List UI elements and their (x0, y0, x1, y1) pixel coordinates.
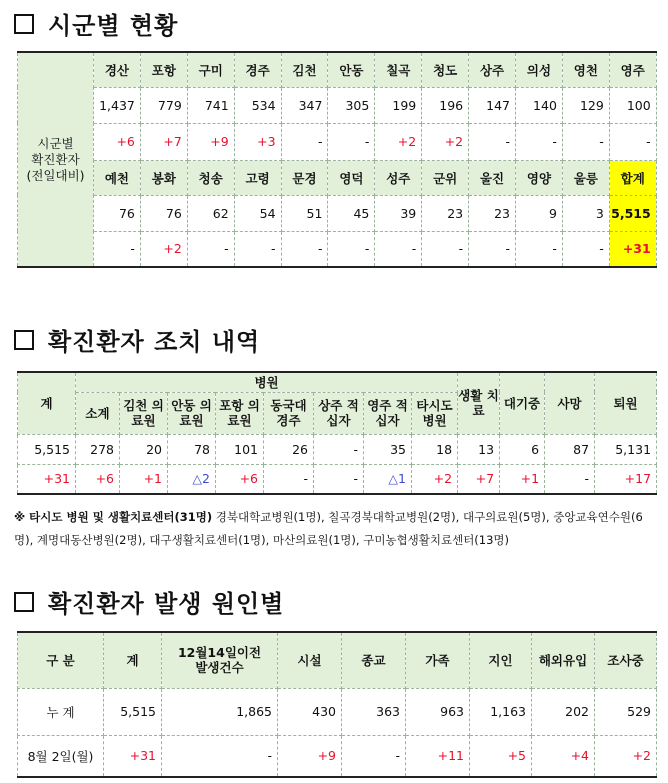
value-cell: 87 (545, 434, 595, 464)
region-name: 영덕 (328, 160, 375, 195)
region-name: 칠곡 (375, 52, 422, 87)
value-cell: 18 (412, 434, 458, 464)
region-change: - (328, 123, 375, 160)
section1-title-text: 시군별 현황 (48, 12, 179, 40)
change-cell: +7 (458, 464, 500, 494)
region-count: 62 (187, 195, 234, 231)
region-count: 129 (562, 87, 609, 123)
region-count: 199 (375, 87, 422, 123)
value-cell: 278 (76, 434, 120, 464)
region-name: 청도 (422, 52, 469, 87)
change-cell: +1 (120, 464, 168, 494)
change-cell: +4 (532, 735, 595, 777)
header-hospital-name: 김천 의료원 (120, 392, 168, 434)
change-cell: △1 (364, 464, 412, 494)
change-cell: - (162, 735, 278, 777)
region-name: 예천 (94, 160, 141, 195)
region-change: - (187, 231, 234, 267)
region-name: 김천 (281, 52, 328, 87)
header-family: 가족 (406, 632, 470, 688)
change-cell: △2 (168, 464, 216, 494)
header-hospital-name: 상주 적십자 (314, 392, 364, 434)
change-cell: +17 (595, 464, 657, 494)
treatment-table (17, 371, 657, 495)
value-cell: 101 (216, 434, 264, 464)
region-name: 포항 (140, 52, 187, 87)
region-count: 347 (281, 87, 328, 123)
value-cell: 13 (458, 434, 500, 464)
region-name: 영주 (609, 52, 656, 87)
region-name: 봉화 (140, 160, 187, 195)
header-hospital-name: 동국대 경주 (264, 392, 314, 434)
change-cell: +6 (216, 464, 264, 494)
region-change: - (422, 231, 469, 267)
header-hospital-name: 포항 의료원 (216, 392, 264, 434)
value-cell: 430 (278, 688, 342, 735)
region-name: 청송 (187, 160, 234, 195)
region-name: 울진 (469, 160, 516, 195)
change-cell: +11 (406, 735, 470, 777)
change-cell: +9 (278, 735, 342, 777)
region-change: +2 (375, 123, 422, 160)
region-change: - (516, 231, 563, 267)
hospital-note (14, 506, 659, 552)
region-count: 51 (281, 195, 328, 231)
header-total: 계 (18, 372, 76, 434)
region-change: +9 (187, 123, 234, 160)
region-count: 140 (516, 87, 563, 123)
region-name: 영천 (562, 52, 609, 87)
change-cell: +31 (104, 735, 162, 777)
region-status-table (17, 51, 657, 268)
value-cell: 1,865 (162, 688, 278, 735)
region-change: - (281, 123, 328, 160)
region-name: 경산 (94, 52, 141, 87)
region-change: - (94, 231, 141, 267)
region-change: +6 (94, 123, 141, 160)
region-count: 779 (140, 87, 187, 123)
region-count: 23 (422, 195, 469, 231)
region-change: - (469, 231, 516, 267)
value-cell: 529 (595, 688, 657, 735)
value-cell: 1,163 (470, 688, 532, 735)
value-cell: 6 (500, 434, 545, 464)
region-name: 구미 (187, 52, 234, 87)
row-label-line: (전일대비) (26, 167, 85, 183)
row-label-date: 8월 2일(월) (18, 735, 104, 777)
change-cell: +2 (595, 735, 657, 777)
section3-title-text: 확진환자 발생 원인별 (48, 590, 285, 618)
region-change: - (562, 231, 609, 267)
region-name: 문경 (281, 160, 328, 195)
header-category: 구 분 (18, 632, 104, 688)
header-overseas: 해외유입 (532, 632, 595, 688)
change-cell: +31 (18, 464, 76, 494)
header-discharge: 퇴원 (595, 372, 657, 434)
section3-title (14, 584, 284, 619)
change-cell: - (264, 464, 314, 494)
region-count: 76 (94, 195, 141, 231)
section2-title-text: 확진환자 조치 내역 (48, 328, 261, 356)
region-count: 305 (328, 87, 375, 123)
region-name: 의성 (516, 52, 563, 87)
row-label-cumulative: 누 계 (18, 688, 104, 735)
value-cell: 963 (406, 688, 470, 735)
region-count: 147 (469, 87, 516, 123)
header-before-dec14: 12월14일이전 발생건수 (162, 632, 278, 688)
value-cell: 26 (264, 434, 314, 464)
region-change: - (328, 231, 375, 267)
header-life-treatment: 생활 치료 (458, 372, 500, 434)
value-cell: - (314, 434, 364, 464)
region-count: 1,437 (94, 87, 141, 123)
value-cell: 78 (168, 434, 216, 464)
region-count: 23 (469, 195, 516, 231)
region-count: 76 (140, 195, 187, 231)
row-label-line: 시군별 (37, 135, 74, 151)
total-change: +31 (609, 231, 656, 267)
region-count: 100 (609, 87, 656, 123)
header-hospital: 병원 (76, 372, 458, 392)
section2-title (14, 322, 260, 357)
region-name: 군위 (422, 160, 469, 195)
cause-table (17, 631, 657, 778)
value-cell: 202 (532, 688, 595, 735)
header-hospital-name: 타시도 병원 (412, 392, 458, 434)
header-facility: 시설 (278, 632, 342, 688)
region-name: 상주 (469, 52, 516, 87)
change-cell: +2 (412, 464, 458, 494)
region-count: 196 (422, 87, 469, 123)
region-name: 울릉 (562, 160, 609, 195)
note-prefix: ※ 타시도 병원 및 생활치료센터(31명) (14, 510, 213, 524)
value-cell: 363 (342, 688, 406, 735)
total-label: 합계 (609, 160, 656, 195)
region-change: - (516, 123, 563, 160)
change-cell: - (545, 464, 595, 494)
region-count: 741 (187, 87, 234, 123)
region-change: - (562, 123, 609, 160)
region-name: 안동 (328, 52, 375, 87)
value-cell: 5,131 (595, 434, 657, 464)
total-count: 5,515 (609, 195, 656, 231)
row-label-cell (18, 52, 94, 267)
header-acquaintance: 지인 (470, 632, 532, 688)
region-change: - (281, 231, 328, 267)
total-cell: 5,515 (18, 434, 76, 464)
region-change: +7 (140, 123, 187, 160)
change-cell: - (342, 735, 406, 777)
change-cell: - (314, 464, 364, 494)
section1-title (14, 6, 178, 41)
region-count: 9 (516, 195, 563, 231)
row-label-line: 확진환자 (31, 151, 80, 167)
header-religion: 종교 (342, 632, 406, 688)
header-investigating: 조사중 (595, 632, 657, 688)
change-cell: +5 (470, 735, 532, 777)
value-cell: 35 (364, 434, 412, 464)
value-cell: 5,515 (104, 688, 162, 735)
region-change: - (375, 231, 422, 267)
change-cell: +1 (500, 464, 545, 494)
value-cell: 20 (120, 434, 168, 464)
header-hospital-name: 영주 적십자 (364, 392, 412, 434)
checkbox-square-icon (14, 330, 34, 350)
region-count: 534 (234, 87, 281, 123)
region-count: 45 (328, 195, 375, 231)
change-cell: +6 (76, 464, 120, 494)
region-change: - (609, 123, 656, 160)
region-name: 경주 (234, 52, 281, 87)
header-waiting: 대기중 (500, 372, 545, 434)
header-hospital-name: 안동 의료원 (168, 392, 216, 434)
region-change: +3 (234, 123, 281, 160)
region-name: 영양 (516, 160, 563, 195)
region-count: 54 (234, 195, 281, 231)
header-death: 사망 (545, 372, 595, 434)
checkbox-square-icon (14, 592, 34, 612)
region-count: 3 (562, 195, 609, 231)
region-change: +2 (140, 231, 187, 267)
region-change: - (234, 231, 281, 267)
region-change: +2 (422, 123, 469, 160)
region-name: 성주 (375, 160, 422, 195)
region-name: 고령 (234, 160, 281, 195)
header-subtotal: 소계 (76, 392, 120, 434)
note-body: 경북대학교병원(1명), 칠곡경북대학교병원(2명), 대구의료원(5명), 중앙교육연수원(6명), 계명대동산병원(2명), 대구생활치료센터(1명), 마산의료원(1명), 구미농협생활치료센터(13명) (14, 510, 643, 547)
header-total: 계 (104, 632, 162, 688)
checkbox-square-icon (14, 14, 34, 34)
region-change: - (469, 123, 516, 160)
region-count: 39 (375, 195, 422, 231)
